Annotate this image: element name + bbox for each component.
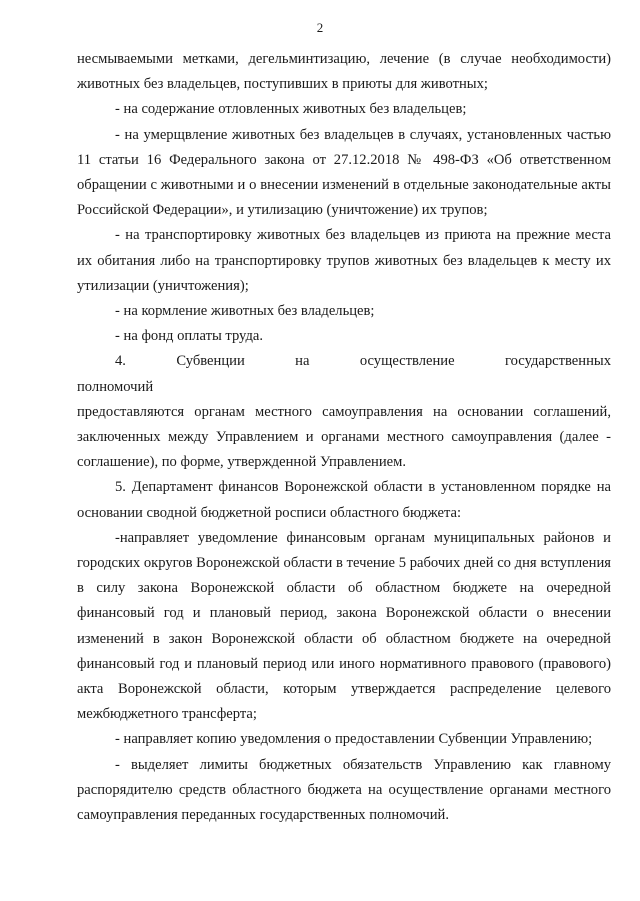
- paragraph: - выделяет лимиты бюджетных обязательств Управлению как главному распорядителю средств областного бюджета на осуществление органами местного самоуправления переданных государственных полномочий.: [77, 756, 611, 824]
- page-number: 2: [316, 20, 324, 35]
- paragraph: - на транспортировку животных без владельцев из приюта на прежние места их обитания либо на транспортировку трупов животных без владельцев к месту их утилизации (уничтожения);: [77, 227, 611, 294]
- document-body: [77, 47, 611, 828]
- paragraph: 5. Департамент финансов Воронежской области в установленном порядке на основании сводной бюджетной росписи областного бюджета:: [77, 479, 611, 521]
- paragraph: - на фонд оплаты труда.: [115, 328, 263, 345]
- paragraph: -направляет уведомление финансовым органам муниципальных районов и городских округов Воронежской области в течение 5 рабочих дней со дня вступления в силу закона Воронежской области об областном бюджете на очередной финансовый год и плановый период, закона Воронежской области о внесении изменений в закон Воронежской области об областном бюджете на очередной финансовый год и плановый период или иного нормативного правового (правового) акта Воронежской области, которым утверждается распределение целевого межбюджетного трансферта;: [77, 529, 611, 723]
- paragraph: - на умерщвление животных без владельцев в случаях, установленных частью 11 статьи 16 Федерального закона от 27.12.2018 № 498-ФЗ «Об ответственном обращении с животными и о внесении изменений в отдельные законодательные акты Российской Федерации», и утилизацию (уничтожение) их трупов;: [77, 126, 611, 219]
- paragraph: 4. Субвенции на осуществление государственных полномочий: [77, 353, 611, 395]
- paragraph: - направляет копию уведомления о предоставлении Субвенции Управлению;: [115, 731, 593, 748]
- paragraph: предоставляются органам местного самоуправления на основании соглашений, заключенных между Управлением и органами местного самоуправления (далее - соглашение), по форме, утвержденной Управлением.: [77, 403, 611, 471]
- paragraph: несмываемыми метками, дегельминтизацию, лечение (в случае необходимости) животных без владельцев, поступивших в приюты для животных;: [77, 51, 611, 93]
- paragraph: - на содержание отловленных животных без владельцев;: [115, 101, 467, 118]
- paragraph: - на кормление животных без владельцев;: [115, 303, 375, 320]
